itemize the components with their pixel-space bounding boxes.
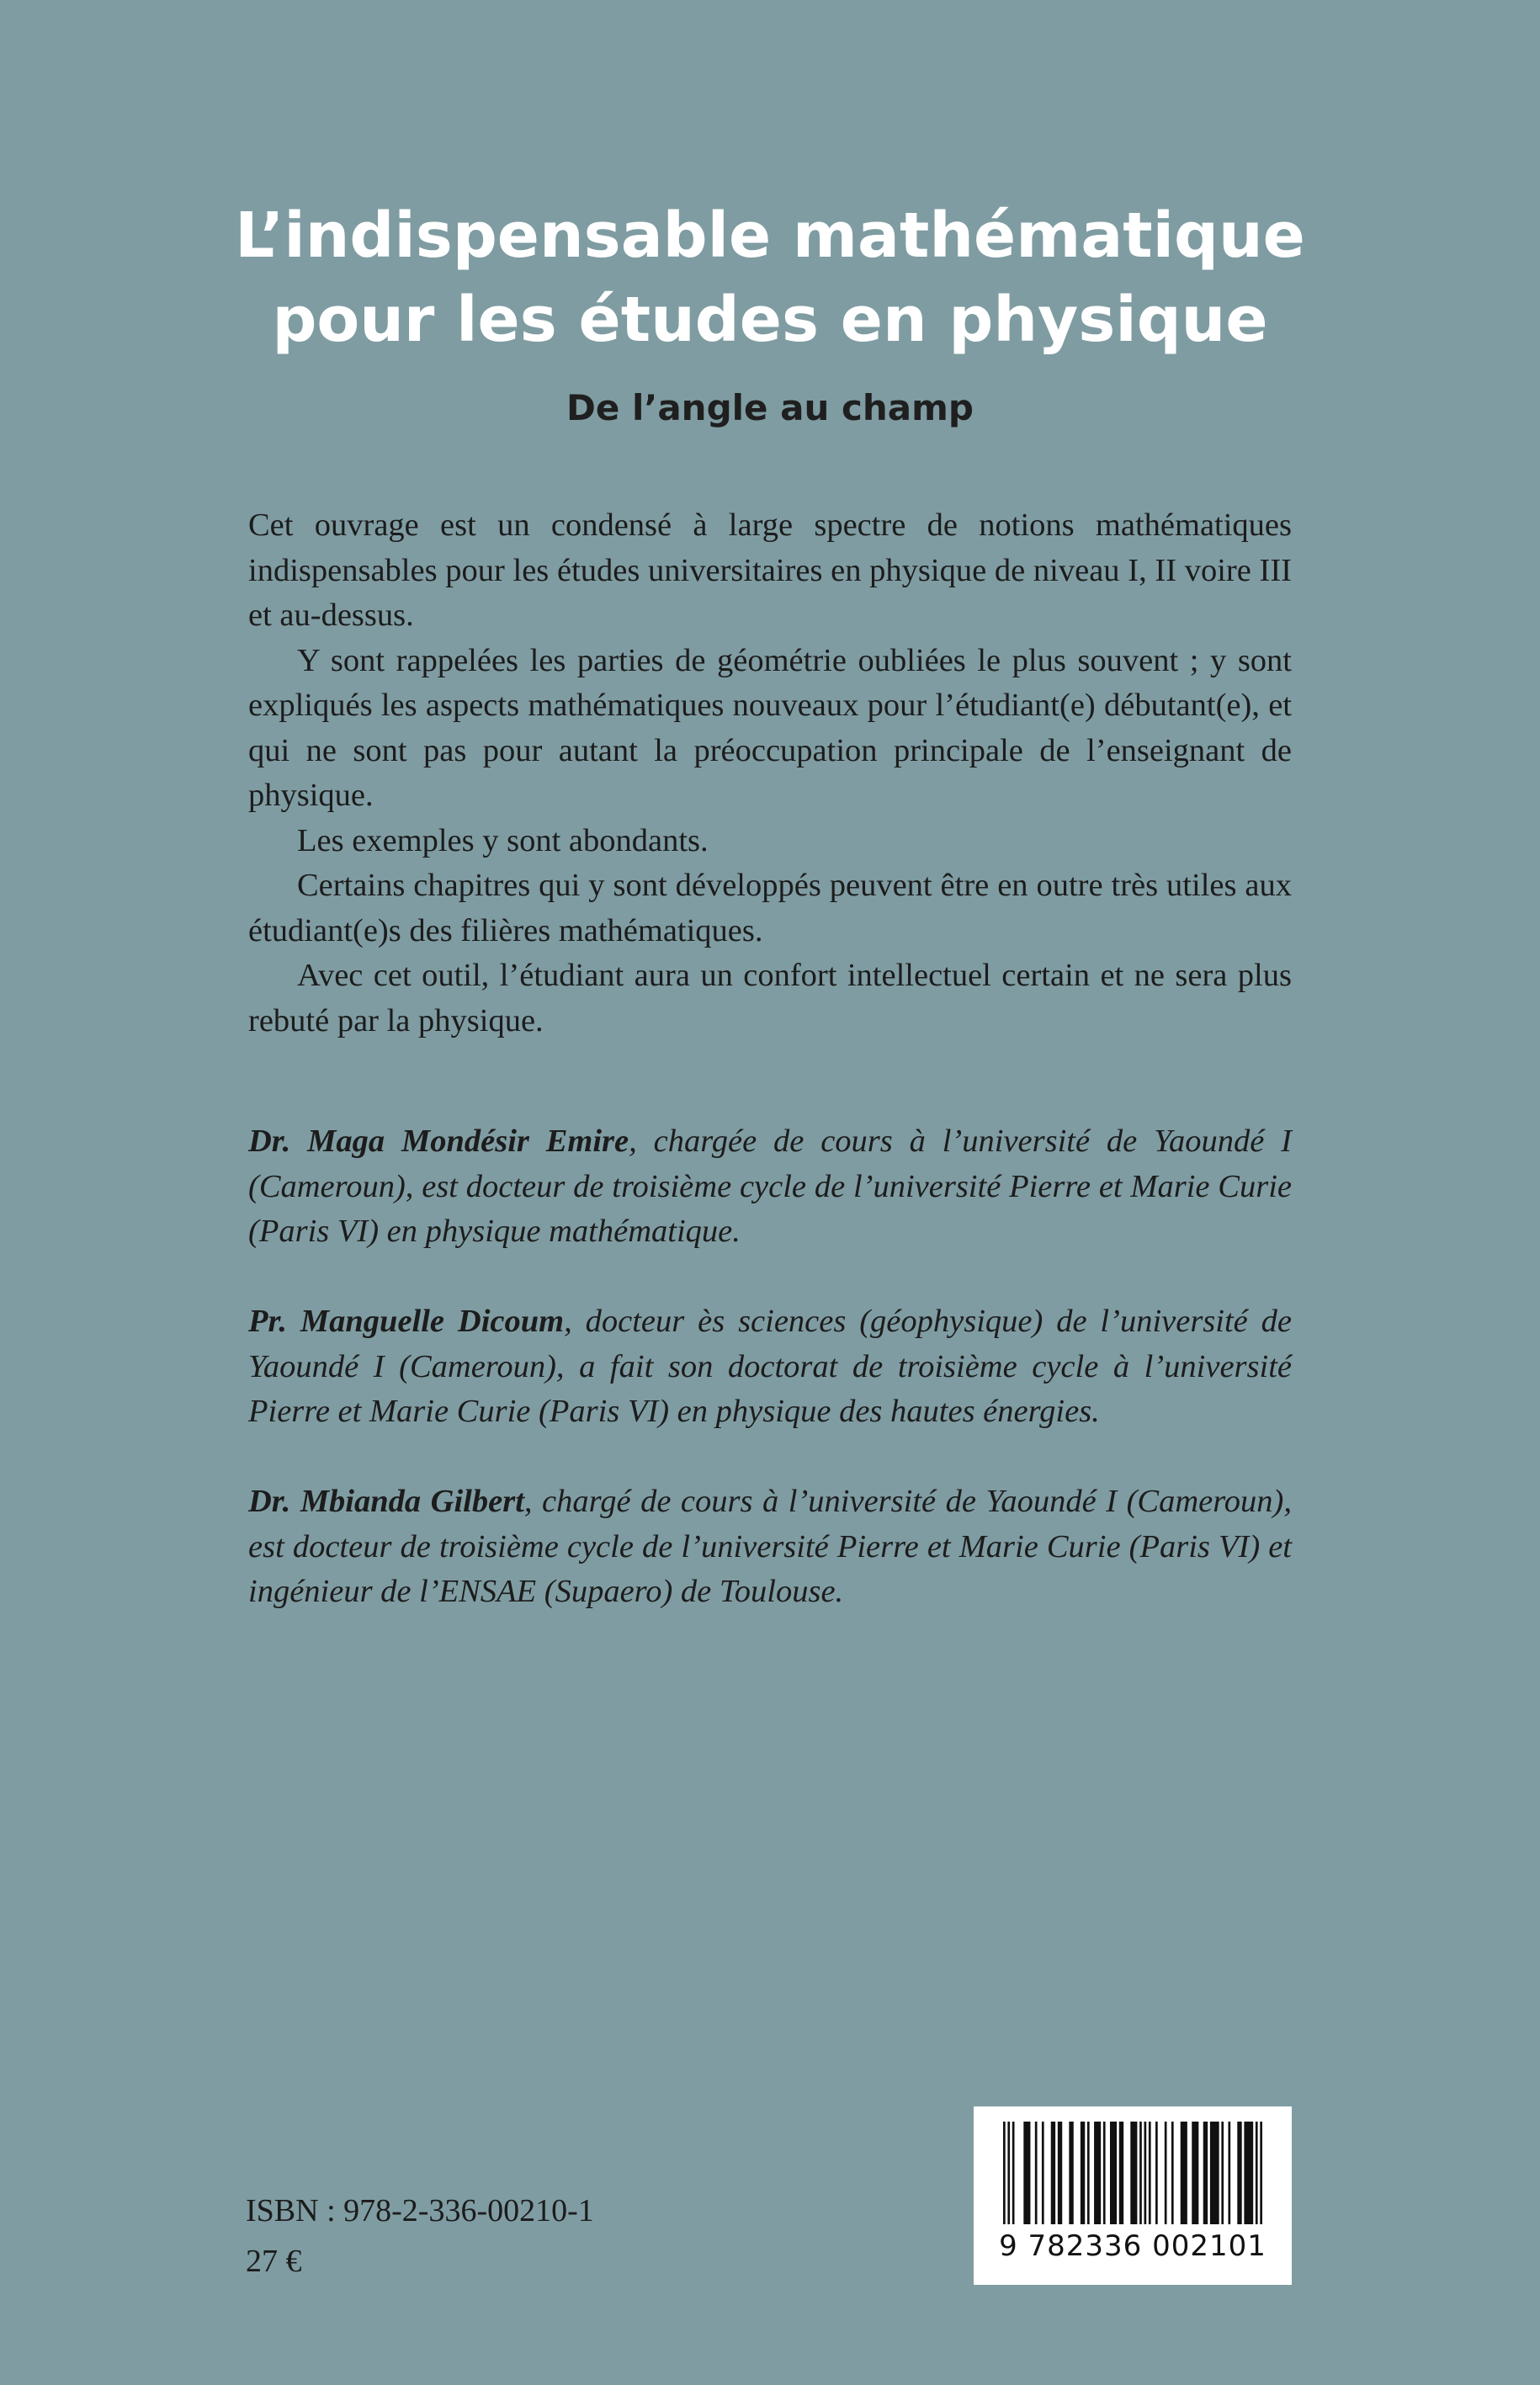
barcode-bar bbox=[1058, 2122, 1062, 2224]
barcode-bar bbox=[1094, 2122, 1101, 2224]
author-bio bbox=[248, 1299, 1292, 1435]
barcode-bar bbox=[1228, 2122, 1230, 2224]
blurb-paragraph: Les exemples y sont abondants. bbox=[297, 822, 709, 858]
barcode-bar bbox=[1042, 2122, 1044, 2224]
barcode-bar bbox=[1149, 2122, 1151, 2224]
barcode-bar bbox=[1119, 2122, 1123, 2224]
author-bio-text: , chargé de cours à l’université de Yaoundé I (Cameroun), est docteur de troisième cycle de l’université Pierre et Marie Curie (Paris VI) et ingénieur de l’ENSAE (Supaero) de Toulouse. bbox=[248, 1484, 1292, 1609]
author-name: Dr. Maga Mondésir Emire bbox=[248, 1123, 629, 1159]
barcode-bar bbox=[1087, 2122, 1090, 2224]
barcode-bar bbox=[1023, 2122, 1030, 2224]
barcode-bar bbox=[1181, 2122, 1187, 2224]
blurb-paragraph: Avec cet outil, l’étudiant aura un confort intellectuel certain et ne sera plus rebuté par la physique. bbox=[248, 958, 1292, 1038]
barcode-bar bbox=[1139, 2122, 1142, 2224]
author-bios bbox=[248, 1119, 1292, 1660]
barcode-bar bbox=[1244, 2122, 1253, 2224]
barcode-bar bbox=[1081, 2122, 1085, 2224]
blurb-paragraph: Y sont rappelées les parties de géométrie oubliées le plus souvent ; y sont expliqués les aspects mathématiques nouveaux pour l’étudiant(e) débutant(e), et qui ne sont pas pour autant la préoccupation principale de l’enseignant de physique. bbox=[248, 642, 1292, 813]
barcode-bar bbox=[1103, 2122, 1106, 2224]
isbn: ISBN : 978-2-336-00210-1 bbox=[246, 2193, 594, 2228]
barcode-bar bbox=[1203, 2122, 1208, 2224]
barcode-bar bbox=[1051, 2122, 1055, 2224]
barcode-bar bbox=[1165, 2122, 1167, 2224]
author-name: Pr. Manguelle Dicoum bbox=[248, 1304, 565, 1339]
barcode-bar bbox=[1171, 2122, 1174, 2224]
barcode-bar bbox=[1192, 2122, 1198, 2224]
barcode-bar bbox=[1155, 2122, 1158, 2224]
barcode-bar bbox=[1210, 2122, 1219, 2224]
barcode-bar bbox=[1035, 2122, 1038, 2224]
barcode-bar bbox=[1003, 2122, 1006, 2224]
barcode-bar bbox=[1221, 2122, 1224, 2224]
barcode-bar bbox=[1110, 2122, 1117, 2224]
barcode-digits: 9 782336 002101 bbox=[999, 2229, 1267, 2263]
barcode-bars bbox=[1003, 2122, 1262, 2224]
barcode bbox=[974, 2106, 1292, 2285]
blurb-paragraph: Certains chapitres qui y sont développés peuvent être en outre très utiles aux étudiant(e)s des filières mathématiques. bbox=[248, 868, 1292, 948]
blurb bbox=[248, 503, 1292, 1044]
book-title bbox=[0, 194, 1540, 362]
price: 27 € bbox=[246, 2244, 302, 2279]
author-bio bbox=[248, 1479, 1292, 1615]
book-title-line1: L’indispensable mathématique bbox=[235, 199, 1305, 272]
book-title-line2: pour les études en physique bbox=[272, 284, 1268, 356]
author-name: Dr. Mbianda Gilbert bbox=[248, 1484, 524, 1519]
author-bio bbox=[248, 1119, 1292, 1255]
barcode-bar bbox=[1144, 2122, 1147, 2224]
barcode-bar bbox=[1256, 2122, 1258, 2224]
book-subtitle: De l’angle au champ bbox=[566, 387, 974, 428]
barcode-bar bbox=[1012, 2122, 1015, 2224]
barcode-bar bbox=[1130, 2122, 1137, 2224]
author-bio-text: , docteur ès sciences (géophysique) de l’université de Yaoundé I (Cameroun), a fait son doctorat de troisième cycle à l’université Pierre et Marie Curie (Paris VI) en physique des hautes énergies. bbox=[248, 1304, 1292, 1429]
author-bio-text: , chargée de cours à l’université de Yaoundé I (Cameroun), est docteur de troisième cycle de l’université Pierre et Marie Curie (Paris VI) en physique mathématique. bbox=[248, 1123, 1293, 1249]
barcode-bar bbox=[1260, 2122, 1262, 2224]
blurb-paragraph: Cet ouvrage est un condensé à large spectre de notions mathématiques indispensables pour les études universitaires en physique de niveau I, II voire III et au-dessus. bbox=[248, 507, 1292, 633]
barcode-bar bbox=[1007, 2122, 1010, 2224]
barcode-bar bbox=[1069, 2122, 1073, 2224]
barcode-bar bbox=[1237, 2122, 1241, 2224]
